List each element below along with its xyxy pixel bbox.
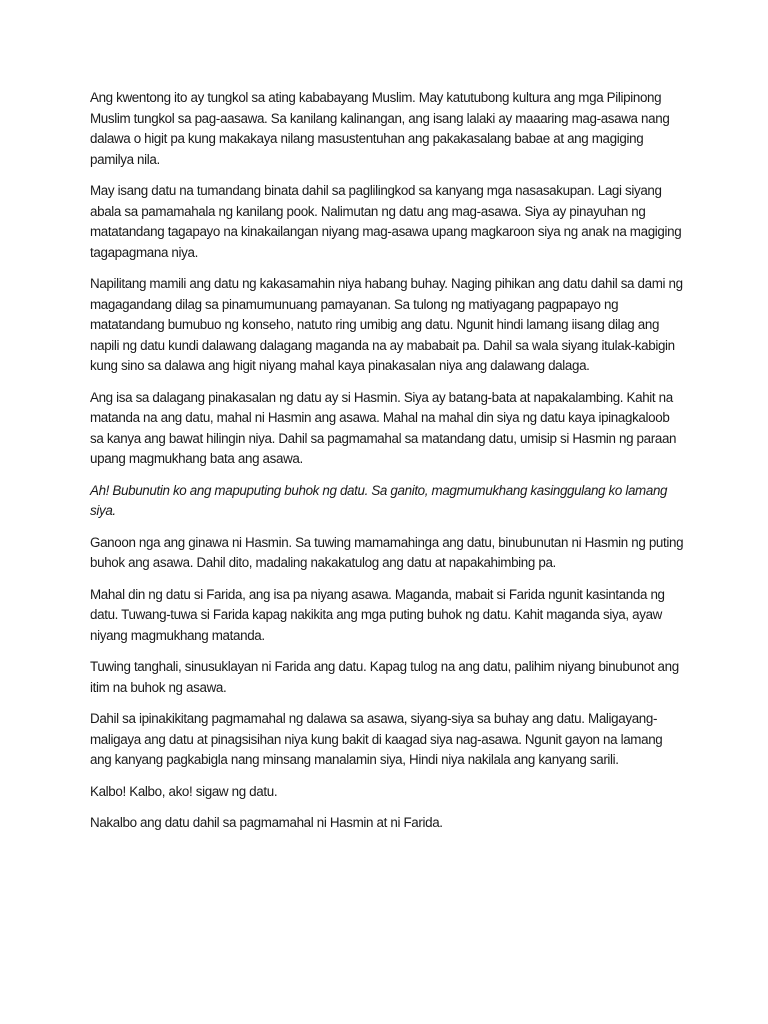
paragraph-7: Mahal din ng datu si Farida, ang isa pa niyang asawa. Maganda, mabait si Farida ngunit kasintanda ng datu. Tuwang-tuwa si Farida kapag nakikita ang mga puting buhok ng datu. Kahit maganda siya, ayaw niyang magmukhang matanda. (90, 586, 665, 643)
paragraph-2: May isang datu na tumandang binata dahil sa paglilingkod sa kanyang mga nasasakupan. Lagi siyang abala sa pamamahala ng kanilang pook. Nalimutan ng datu ang mag-asawa. Siya ay pinayuhan ng matatandang tagapayo na kinakailangan niyang mag-asawa upang magkaroon siya ng anak na magiging tagapagmana niya. (90, 183, 682, 260)
paragraph-1: Ang kwentong ito ay tungkol sa ating kababayang Muslim. May katutubong kultura ang mga Pilipinong Muslim tungkol sa pag-aasawa. Sa kanilang kalinangan, ang isang lalaki ay maaaring mag-asawa nang dalawa o higit pa kung makakaya nilang masustentuhan ang pakakasalang babae at ang magiging pamilya nila. (90, 90, 670, 167)
paragraph-11: Nakalbo ang datu dahil sa pagmamahal ni Hasmin at ni Farida. (90, 815, 443, 830)
paragraph-9: Dahil sa ipinakikitang pagmamahal ng dalawa sa asawa, siyang-siya sa buhay ang datu. Maligayang-maligaya ang datu at pinagsisihan niya kung bakit di kaagad siya nag-asawa. Ngunit gayon na lamang ang kanyang pagkabigla nang minsang manalamin siya, Hindi niya nakilala ang kanyang sarili. (90, 711, 663, 767)
document-body (90, 88, 686, 845)
paragraph-4: Ang isa sa dalagang pinakasalan ng datu ay si Hasmin. Siya ay batang-bata at napakalambing. Kahit na matanda na ang datu, mahal ni Hasmin ang asawa. Mahal na mahal din siya ng datu kaya ipinagkaloob sa kanya ang bawat hilingin niya. Dahil sa pagmamahal sa matandang datu, umisip si Hasmin ng paraan upang magmukhang bata ang asawa. (90, 389, 677, 466)
paragraph-6: Ganoon nga ang ginawa ni Hasmin. Sa tuwing mamamahinga ang datu, binubunutan ni Hasmin ng puting buhok ang asawa. Dahil dito, madaling nakakatulog ang datu at napakahimbing pa. (90, 534, 684, 570)
paragraph-3: Napilitang mamili ang datu ng kakasamahin niya habang buhay. Naging pihikan ang datu dahil sa dami ng magagandang dilag sa pinamumunuang pamayanan. Sa tulong ng matiyagang pagpapayo ng matatandang bumubuo ng konseho, natuto ring umibig ang datu. Ngunit hindi lamang iisang dilag ang napili ng datu kundi dalawang dalagang maganda na ay mababait pa. Dahil sa wala siyang itulak-kabigin kung sino sa dalawa ang higit niyang mahal kaya pinakasalan niya ang dalawang dalaga. (90, 276, 683, 373)
paragraph-10: Kalbo! Kalbo, ako! sigaw ng datu. (90, 783, 278, 799)
paragraph-8: Tuwing tanghali, sinusuklayan ni Farida ang datu. Kapag tulog na ang datu, palihim niyang binubunot ang itim na buhok ng asawa. (90, 659, 679, 695)
paragraph-5-italic-quote: Ah! Bubunutin ko ang mapuputing buhok ng datu. Sa ganito, magmumukhang kasinggulang ko lamang siya. (90, 482, 668, 518)
